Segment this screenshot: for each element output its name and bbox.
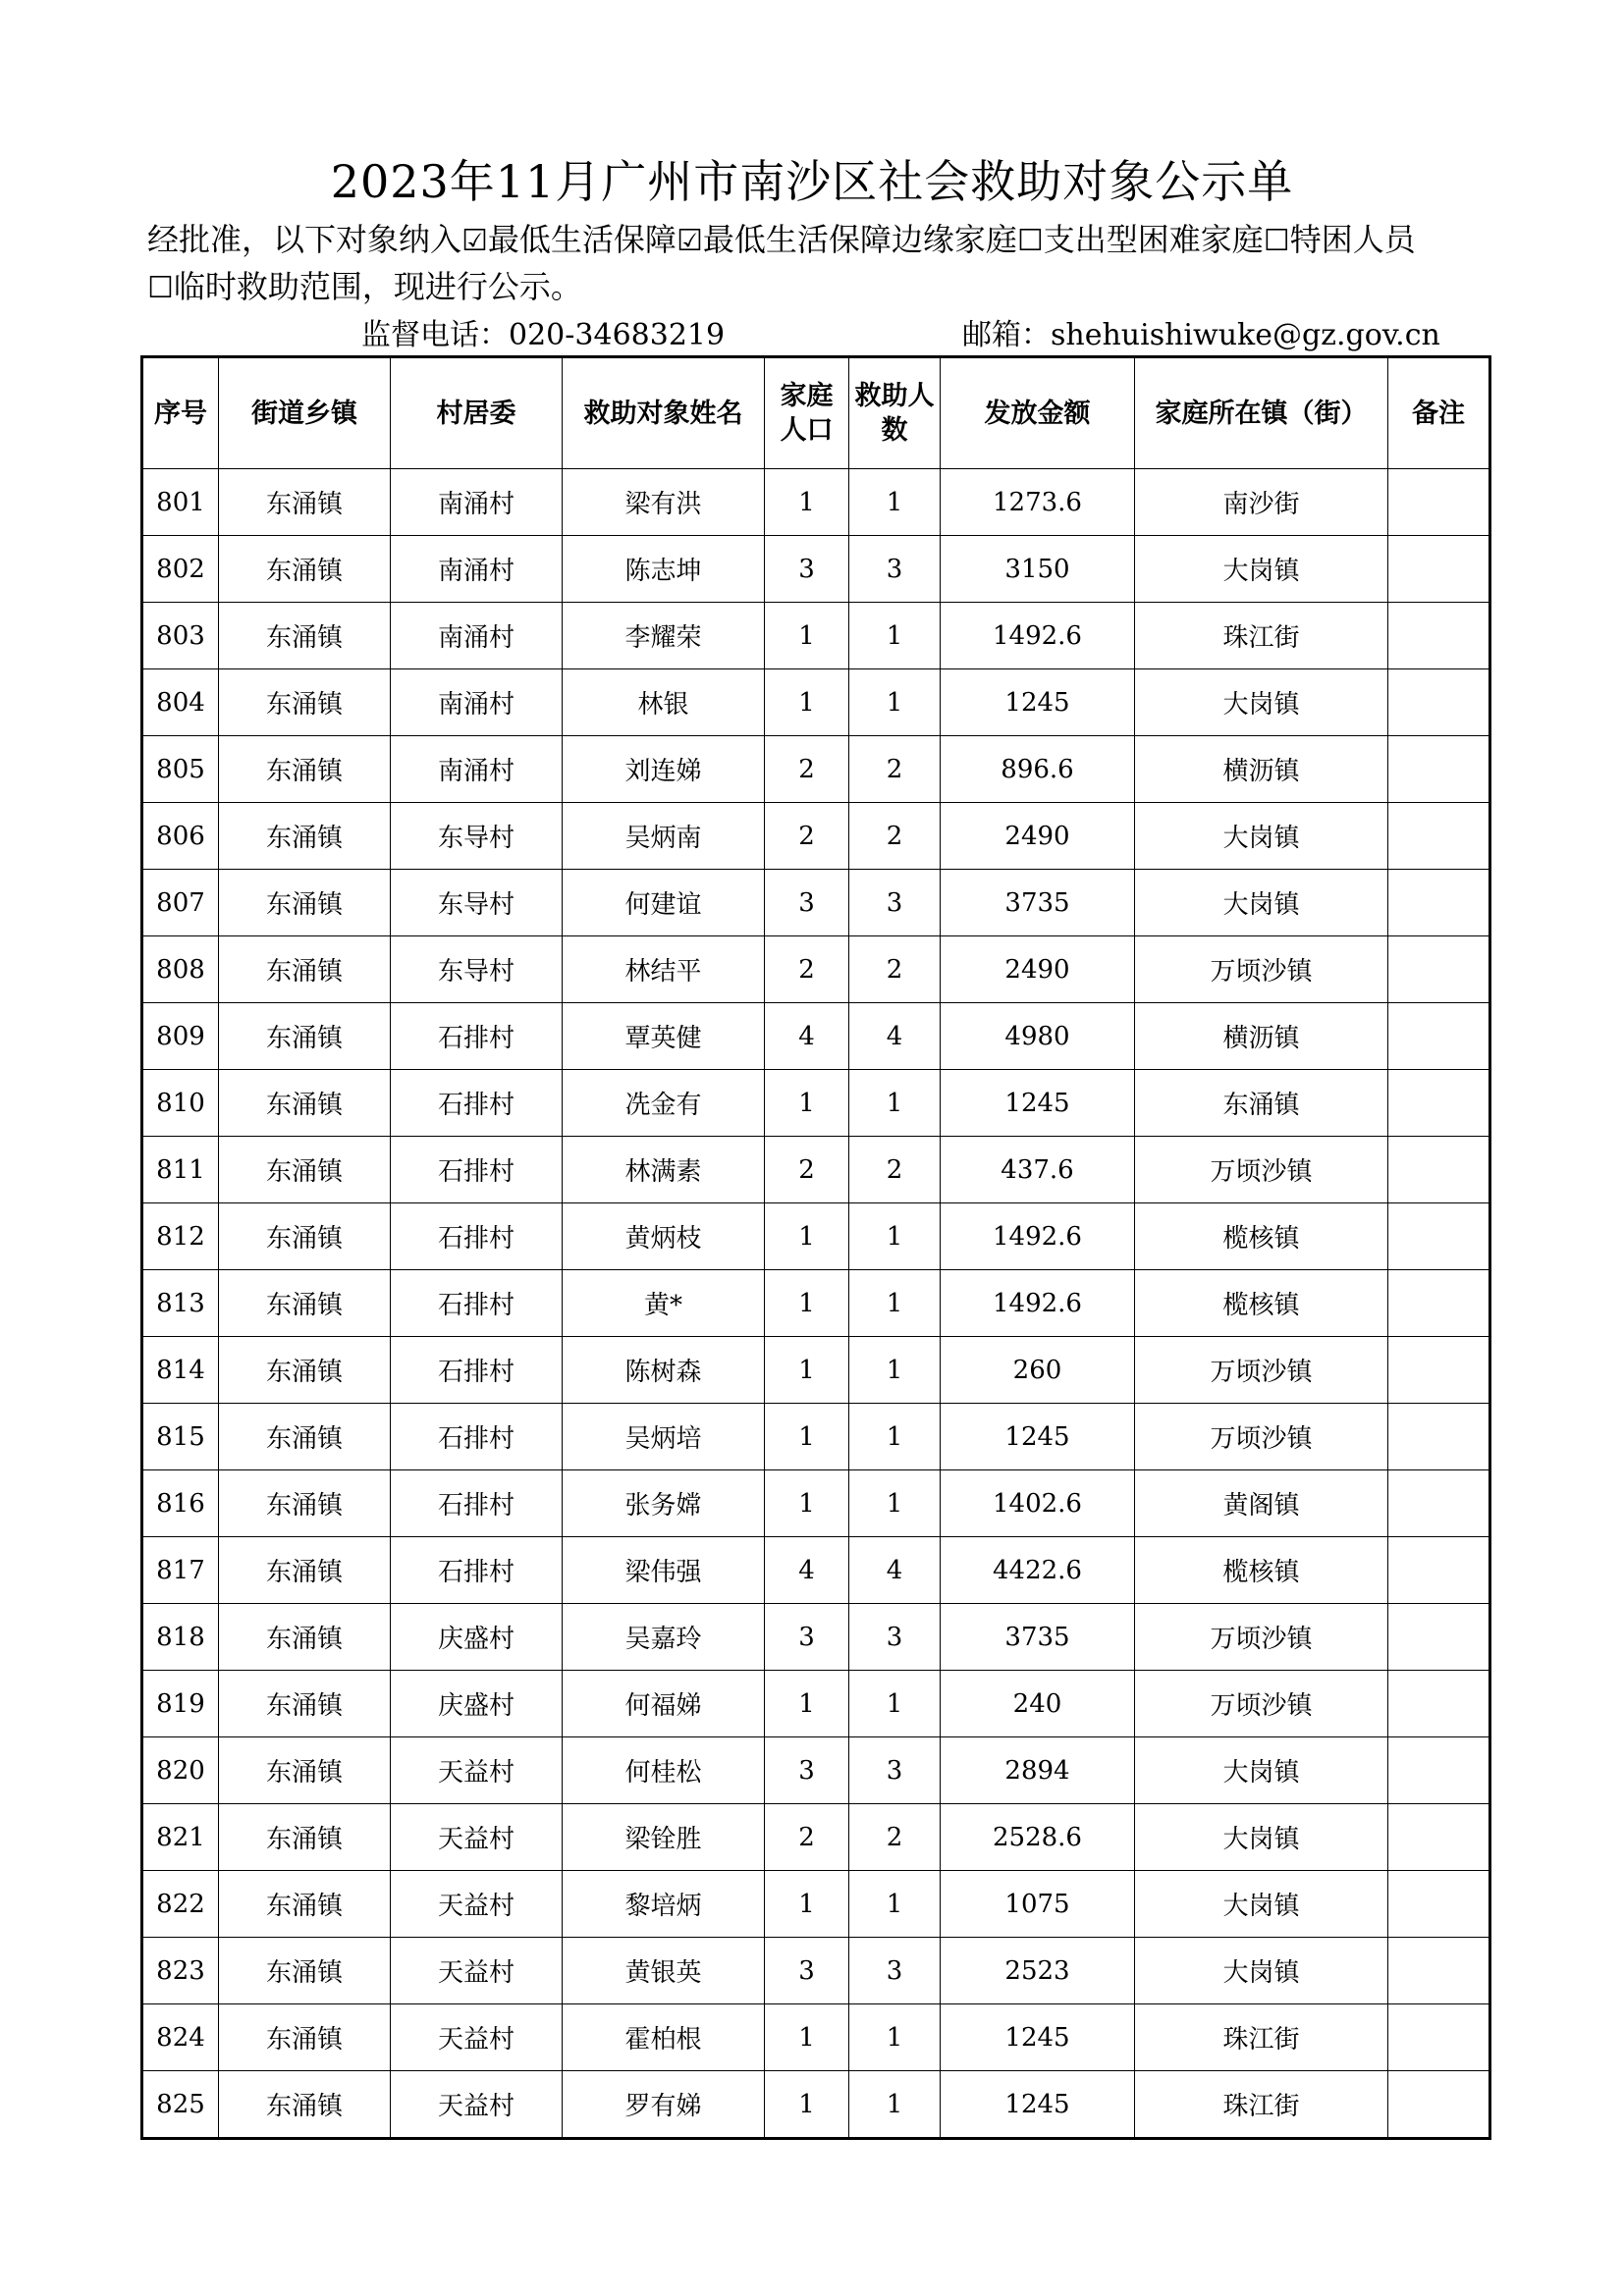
intro-paragraph <box>147 216 1522 310</box>
amount-cell: 1245 <box>941 1070 1135 1137</box>
table-row <box>142 1470 1490 1537</box>
amount-cell: 1245 <box>941 669 1135 736</box>
street-town-cell: 东涌镇 <box>219 1871 391 1938</box>
table-row <box>142 736 1490 803</box>
village-cell: 南涌村 <box>391 603 563 669</box>
index-cell: 805 <box>142 736 219 803</box>
household-size-cell: 1 <box>765 1470 849 1537</box>
household-size-cell: 2 <box>765 803 849 870</box>
option-label-min-living: 最低生活保障 <box>487 221 677 258</box>
name-cell: 梁铨胜 <box>563 1804 765 1871</box>
village-cell: 天益村 <box>391 2004 563 2071</box>
remarks-cell <box>1388 603 1490 669</box>
index-cell: 804 <box>142 669 219 736</box>
household-size-cell: 3 <box>765 870 849 936</box>
remarks-cell <box>1388 1137 1490 1203</box>
table-row <box>142 1938 1490 2004</box>
household-size-cell: 1 <box>765 1270 849 1337</box>
household-size-cell: 2 <box>765 736 849 803</box>
name-cell: 罗有娣 <box>563 2071 765 2139</box>
village-cell: 东导村 <box>391 870 563 936</box>
name-cell: 陈志坤 <box>563 536 765 603</box>
index-cell: 814 <box>142 1337 219 1404</box>
col-header-recipient-name: 救助对象姓名 <box>563 357 765 469</box>
aided-count-cell: 1 <box>849 669 941 736</box>
remarks-cell <box>1388 669 1490 736</box>
household-size-cell: 3 <box>765 1938 849 2004</box>
checkbox-checked-icon: ☑ <box>461 224 488 258</box>
remarks-cell <box>1388 1337 1490 1404</box>
name-cell: 林结平 <box>563 936 765 1003</box>
supervision-phone: 监督电话：020-34683219 <box>361 318 726 352</box>
home-town-cell: 横沥镇 <box>1135 736 1388 803</box>
street-town-cell: 东涌镇 <box>219 1337 391 1404</box>
col-header-remarks: 备注 <box>1388 357 1490 469</box>
index-cell: 812 <box>142 1203 219 1270</box>
street-town-cell: 东涌镇 <box>219 870 391 936</box>
village-cell: 石排村 <box>391 1137 563 1203</box>
name-cell: 吴嘉玲 <box>563 1604 765 1671</box>
index-cell: 809 <box>142 1003 219 1070</box>
index-cell: 817 <box>142 1537 219 1604</box>
name-cell: 何福娣 <box>563 1671 765 1737</box>
street-town-cell: 东涌镇 <box>219 1737 391 1804</box>
household-size-cell: 1 <box>765 1070 849 1137</box>
col-header-village-committee: 村居委 <box>391 357 563 469</box>
amount-cell: 3735 <box>941 870 1135 936</box>
household-size-cell: 4 <box>765 1003 849 1070</box>
remarks-cell <box>1388 1070 1490 1137</box>
index-cell: 808 <box>142 936 219 1003</box>
home-town-cell: 大岗镇 <box>1135 870 1388 936</box>
table-row <box>142 1404 1490 1470</box>
aided-count-cell: 3 <box>849 870 941 936</box>
aided-count-cell: 1 <box>849 469 941 536</box>
village-cell: 天益村 <box>391 1804 563 1871</box>
home-town-cell: 大岗镇 <box>1135 803 1388 870</box>
amount-cell: 1492.6 <box>941 1203 1135 1270</box>
index-cell: 824 <box>142 2004 219 2071</box>
aided-count-cell: 1 <box>849 1203 941 1270</box>
aided-count-cell: 3 <box>849 1604 941 1671</box>
remarks-cell <box>1388 1604 1490 1671</box>
amount-cell: 2528.6 <box>941 1804 1135 1871</box>
household-size-cell: 1 <box>765 2071 849 2139</box>
household-size-cell: 1 <box>765 2004 849 2071</box>
home-town-cell: 榄核镇 <box>1135 1270 1388 1337</box>
household-size-cell: 3 <box>765 1604 849 1671</box>
street-town-cell: 东涌镇 <box>219 536 391 603</box>
village-cell: 石排村 <box>391 1270 563 1337</box>
street-town-cell: 东涌镇 <box>219 1203 391 1270</box>
remarks-cell <box>1388 1270 1490 1337</box>
village-cell: 石排村 <box>391 1337 563 1404</box>
remarks-cell <box>1388 1804 1490 1871</box>
home-town-cell: 东涌镇 <box>1135 1070 1388 1137</box>
name-cell: 林银 <box>563 669 765 736</box>
table-row <box>142 1671 1490 1737</box>
village-cell: 庆盛村 <box>391 1604 563 1671</box>
village-cell: 石排村 <box>391 1470 563 1537</box>
name-cell: 吴炳培 <box>563 1404 765 1470</box>
amount-cell: 1492.6 <box>941 603 1135 669</box>
index-cell: 801 <box>142 469 219 536</box>
index-cell: 806 <box>142 803 219 870</box>
village-cell: 南涌村 <box>391 669 563 736</box>
name-cell: 李耀荣 <box>563 603 765 669</box>
aided-count-cell: 4 <box>849 1537 941 1604</box>
name-cell: 梁有洪 <box>563 469 765 536</box>
aided-count-cell: 2 <box>849 736 941 803</box>
aided-count-cell: 3 <box>849 1938 941 2004</box>
table-row <box>142 2071 1490 2139</box>
household-size-cell: 1 <box>765 1404 849 1470</box>
index-cell: 803 <box>142 603 219 669</box>
table-row <box>142 870 1490 936</box>
table-row <box>142 1604 1490 1671</box>
table-row <box>142 1337 1490 1404</box>
home-town-cell: 榄核镇 <box>1135 1203 1388 1270</box>
remarks-cell <box>1388 1203 1490 1270</box>
village-cell: 南涌村 <box>391 736 563 803</box>
amount-cell: 4980 <box>941 1003 1135 1070</box>
village-cell: 南涌村 <box>391 469 563 536</box>
index-cell: 815 <box>142 1404 219 1470</box>
home-town-cell: 万顷沙镇 <box>1135 1604 1388 1671</box>
street-town-cell: 东涌镇 <box>219 1404 391 1470</box>
household-size-cell: 1 <box>765 669 849 736</box>
street-town-cell: 东涌镇 <box>219 1470 391 1537</box>
col-header-home-town: 家庭所在镇（街） <box>1135 357 1388 469</box>
name-cell: 黄炳枝 <box>563 1203 765 1270</box>
index-cell: 816 <box>142 1470 219 1537</box>
remarks-cell <box>1388 536 1490 603</box>
option-label-destitute: 特困人员 <box>1289 221 1416 258</box>
street-town-cell: 东涌镇 <box>219 1671 391 1737</box>
village-cell: 天益村 <box>391 1871 563 1938</box>
aided-count-cell: 3 <box>849 536 941 603</box>
village-cell: 天益村 <box>391 1938 563 2004</box>
home-town-cell: 珠江街 <box>1135 603 1388 669</box>
home-town-cell: 珠江街 <box>1135 2071 1388 2139</box>
aided-count-cell: 1 <box>849 2004 941 2071</box>
home-town-cell: 万顷沙镇 <box>1135 936 1388 1003</box>
table-row <box>142 1537 1490 1604</box>
remarks-cell <box>1388 2071 1490 2139</box>
home-town-cell: 万顷沙镇 <box>1135 1337 1388 1404</box>
index-cell: 822 <box>142 1871 219 1938</box>
intro-line-2 <box>147 263 1522 310</box>
remarks-cell <box>1388 1737 1490 1804</box>
index-cell: 825 <box>142 2071 219 2139</box>
table-row <box>142 1270 1490 1337</box>
amount-cell: 1245 <box>941 2071 1135 2139</box>
home-town-cell: 大岗镇 <box>1135 669 1388 736</box>
household-size-cell: 3 <box>765 1737 849 1804</box>
aided-count-cell: 1 <box>849 1337 941 1404</box>
aided-count-cell: 3 <box>849 1737 941 1804</box>
street-town-cell: 东涌镇 <box>219 1270 391 1337</box>
name-cell: 黎培炳 <box>563 1871 765 1938</box>
table-row <box>142 1070 1490 1137</box>
amount-cell: 1075 <box>941 1871 1135 1938</box>
aided-count-cell: 1 <box>849 1270 941 1337</box>
aided-count-cell: 2 <box>849 1137 941 1203</box>
amount-cell: 1492.6 <box>941 1270 1135 1337</box>
table-row <box>142 803 1490 870</box>
village-cell: 庆盛村 <box>391 1671 563 1737</box>
checkbox-checked-icon: ☑ <box>676 224 703 258</box>
street-town-cell: 东涌镇 <box>219 736 391 803</box>
remarks-cell <box>1388 1470 1490 1537</box>
amount-cell: 1402.6 <box>941 1470 1135 1537</box>
household-size-cell: 2 <box>765 1137 849 1203</box>
village-cell: 石排村 <box>391 1070 563 1137</box>
street-town-cell: 东涌镇 <box>219 936 391 1003</box>
index-cell: 813 <box>142 1270 219 1337</box>
table-header-row <box>142 357 1490 469</box>
household-size-cell: 1 <box>765 1203 849 1270</box>
table-row <box>142 669 1490 736</box>
contact-email: 邮箱：shehuishiwuke@gz.gov.cn <box>962 318 1440 352</box>
village-cell: 石排村 <box>391 1404 563 1470</box>
index-cell: 819 <box>142 1671 219 1737</box>
name-cell: 覃英健 <box>563 1003 765 1070</box>
index-cell: 821 <box>142 1804 219 1871</box>
household-size-cell: 1 <box>765 1671 849 1737</box>
home-town-cell: 大岗镇 <box>1135 536 1388 603</box>
remarks-cell <box>1388 736 1490 803</box>
village-cell: 东导村 <box>391 936 563 1003</box>
village-cell: 石排村 <box>391 1003 563 1070</box>
home-town-cell: 珠江街 <box>1135 2004 1388 2071</box>
intro-line-1 <box>147 216 1522 263</box>
amount-cell: 240 <box>941 1671 1135 1737</box>
amount-cell: 2490 <box>941 936 1135 1003</box>
aided-count-cell: 4 <box>849 1003 941 1070</box>
home-town-cell: 万顷沙镇 <box>1135 1671 1388 1737</box>
village-cell: 石排村 <box>391 1537 563 1604</box>
table-row <box>142 603 1490 669</box>
col-header-aided-count-text: 救助人数 <box>854 381 935 446</box>
name-cell: 吴炳南 <box>563 803 765 870</box>
village-cell: 天益村 <box>391 2071 563 2139</box>
table-body <box>142 469 1490 2139</box>
remarks-cell <box>1388 870 1490 936</box>
street-town-cell: 东涌镇 <box>219 803 391 870</box>
col-header-aided-count <box>849 357 941 469</box>
amount-cell: 896.6 <box>941 736 1135 803</box>
remarks-cell <box>1388 1671 1490 1737</box>
table-row <box>142 1871 1490 1938</box>
table-row <box>142 1137 1490 1203</box>
aided-count-cell: 1 <box>849 1404 941 1470</box>
street-town-cell: 东涌镇 <box>219 1804 391 1871</box>
street-town-cell: 东涌镇 <box>219 669 391 736</box>
checkbox-empty-icon: ☐ <box>147 271 174 305</box>
name-cell: 何桂松 <box>563 1737 765 1804</box>
amount-cell: 437.6 <box>941 1137 1135 1203</box>
aided-count-cell: 2 <box>849 936 941 1003</box>
home-town-cell: 大岗镇 <box>1135 1737 1388 1804</box>
aided-count-cell: 1 <box>849 603 941 669</box>
amount-cell: 3150 <box>941 536 1135 603</box>
index-cell: 802 <box>142 536 219 603</box>
remarks-cell <box>1388 1003 1490 1070</box>
home-town-cell: 万顷沙镇 <box>1135 1137 1388 1203</box>
col-header-amount: 发放金额 <box>941 357 1135 469</box>
amount-cell: 2490 <box>941 803 1135 870</box>
household-size-cell: 1 <box>765 1871 849 1938</box>
remarks-cell <box>1388 803 1490 870</box>
street-town-cell: 东涌镇 <box>219 469 391 536</box>
household-size-cell: 3 <box>765 536 849 603</box>
name-cell: 黄银英 <box>563 1938 765 2004</box>
household-size-cell: 1 <box>765 469 849 536</box>
home-town-cell: 万顷沙镇 <box>1135 1404 1388 1470</box>
name-cell: 刘连娣 <box>563 736 765 803</box>
table-row <box>142 2004 1490 2071</box>
street-town-cell: 东涌镇 <box>219 603 391 669</box>
home-town-cell: 大岗镇 <box>1135 1871 1388 1938</box>
street-town-cell: 东涌镇 <box>219 1137 391 1203</box>
remarks-cell <box>1388 2004 1490 2071</box>
index-cell: 823 <box>142 1938 219 2004</box>
name-cell: 黄* <box>563 1270 765 1337</box>
option-label-temporary: 临时救助范围，现进行公示。 <box>173 268 582 305</box>
village-cell: 东导村 <box>391 803 563 870</box>
household-size-cell: 2 <box>765 936 849 1003</box>
household-size-cell: 2 <box>765 1804 849 1871</box>
village-cell: 南涌村 <box>391 536 563 603</box>
amount-cell: 3735 <box>941 1604 1135 1671</box>
checkbox-empty-icon: ☐ <box>1016 224 1044 258</box>
home-town-cell: 榄核镇 <box>1135 1537 1388 1604</box>
page-title: 2023年11月广州市南沙区社会救助对象公示单 <box>330 155 1294 208</box>
index-cell: 811 <box>142 1137 219 1203</box>
option-label-min-living-edge: 最低生活保障边缘家庭 <box>702 221 1017 258</box>
name-cell: 何建谊 <box>563 870 765 936</box>
street-town-cell: 东涌镇 <box>219 1604 391 1671</box>
name-cell: 林满素 <box>563 1137 765 1203</box>
aid-recipient-table <box>140 355 1491 2140</box>
remarks-cell <box>1388 1871 1490 1938</box>
col-header-household-size-text: 家庭人口 <box>780 381 834 446</box>
index-cell: 810 <box>142 1070 219 1137</box>
home-town-cell: 大岗镇 <box>1135 1938 1388 2004</box>
table-row <box>142 1203 1490 1270</box>
table-row <box>142 1804 1490 1871</box>
aided-count-cell: 1 <box>849 1470 941 1537</box>
amount-cell: 2894 <box>941 1737 1135 1804</box>
aided-count-cell: 1 <box>849 2071 941 2139</box>
table-row <box>142 1737 1490 1804</box>
name-cell: 霍柏根 <box>563 2004 765 2071</box>
index-cell: 818 <box>142 1604 219 1671</box>
street-town-cell: 东涌镇 <box>219 1938 391 2004</box>
remarks-cell <box>1388 1938 1490 2004</box>
col-header-index: 序号 <box>142 357 219 469</box>
home-town-cell: 南沙街 <box>1135 469 1388 536</box>
aided-count-cell: 1 <box>849 1070 941 1137</box>
intro-prefix: 经批准，以下对象纳入 <box>147 221 462 258</box>
table-row <box>142 936 1490 1003</box>
household-size-cell: 1 <box>765 1337 849 1404</box>
aided-count-cell: 2 <box>849 1804 941 1871</box>
index-cell: 820 <box>142 1737 219 1804</box>
amount-cell: 260 <box>941 1337 1135 1404</box>
name-cell: 梁伟强 <box>563 1537 765 1604</box>
village-cell: 天益村 <box>391 1737 563 1804</box>
remarks-cell <box>1388 1404 1490 1470</box>
aided-count-cell: 1 <box>849 1871 941 1938</box>
remarks-cell <box>1388 936 1490 1003</box>
remarks-cell <box>1388 469 1490 536</box>
street-town-cell: 东涌镇 <box>219 1003 391 1070</box>
index-cell: 807 <box>142 870 219 936</box>
household-size-cell: 1 <box>765 603 849 669</box>
name-cell: 冼金有 <box>563 1070 765 1137</box>
village-cell: 石排村 <box>391 1203 563 1270</box>
table-row <box>142 1003 1490 1070</box>
amount-cell: 1245 <box>941 1404 1135 1470</box>
remarks-cell <box>1388 1537 1490 1604</box>
aided-count-cell: 2 <box>849 803 941 870</box>
col-header-household-size <box>765 357 849 469</box>
option-label-expense-hardship: 支出型困难家庭 <box>1043 221 1264 258</box>
table-row <box>142 469 1490 536</box>
amount-cell: 1245 <box>941 2004 1135 2071</box>
amount-cell: 1273.6 <box>941 469 1135 536</box>
name-cell: 陈树森 <box>563 1337 765 1404</box>
amount-cell: 4422.6 <box>941 1537 1135 1604</box>
checkbox-empty-icon: ☐ <box>1263 224 1290 258</box>
name-cell: 张务嫦 <box>563 1470 765 1537</box>
aided-count-cell: 1 <box>849 1671 941 1737</box>
home-town-cell: 大岗镇 <box>1135 1804 1388 1871</box>
home-town-cell: 黄阁镇 <box>1135 1470 1388 1537</box>
home-town-cell: 横沥镇 <box>1135 1003 1388 1070</box>
col-header-street-town: 街道乡镇 <box>219 357 391 469</box>
amount-cell: 2523 <box>941 1938 1135 2004</box>
street-town-cell: 东涌镇 <box>219 1070 391 1137</box>
street-town-cell: 东涌镇 <box>219 1537 391 1604</box>
street-town-cell: 东涌镇 <box>219 2004 391 2071</box>
table-row <box>142 536 1490 603</box>
household-size-cell: 4 <box>765 1537 849 1604</box>
street-town-cell: 东涌镇 <box>219 2071 391 2139</box>
